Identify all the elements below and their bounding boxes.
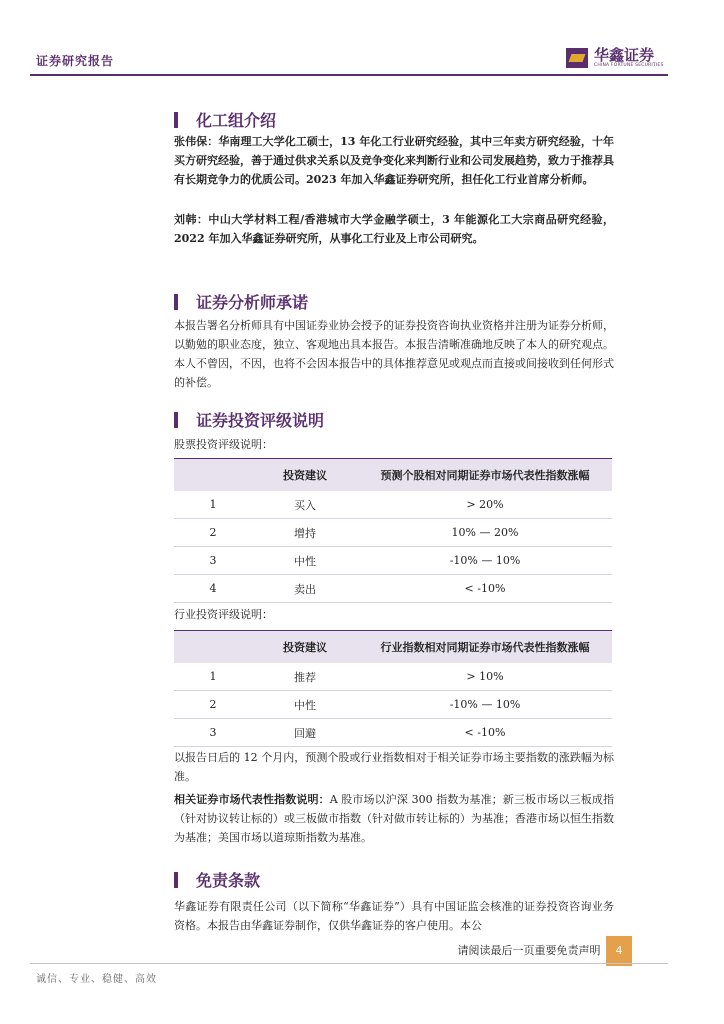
- section-title: 证券分析师承诺: [196, 293, 309, 312]
- table-cell: 买入: [252, 491, 358, 519]
- table-cell: 3: [174, 547, 252, 575]
- industry-rating-table: [174, 630, 612, 747]
- section-bar: [174, 872, 178, 888]
- table-cell: 2: [174, 691, 252, 719]
- company-logo: [566, 47, 664, 68]
- table-cell: 推荐: [252, 663, 358, 691]
- table-header-cell: 投资建议: [252, 459, 358, 492]
- analyst-name: 张伟保：: [174, 135, 219, 148]
- table-header-row: [174, 459, 612, 492]
- table-cell: 中性: [252, 691, 358, 719]
- index-label: 相关证券市场代表性指数说明：: [174, 793, 330, 806]
- section-bar: [174, 112, 178, 128]
- header-divider: [30, 74, 668, 76]
- table-cell: 4: [174, 575, 252, 603]
- table-cell: -10% — 10%: [358, 691, 612, 719]
- rating-note: 以报告日后的 12 个月内，预测个股或行业指数相对于相关证券市场主要指数的涨跌幅为标准。: [174, 751, 614, 783]
- stock-rating-table: [174, 458, 612, 603]
- footer-divider: [30, 963, 668, 964]
- industry-rating-label: 行业投资评级说明：: [174, 608, 273, 621]
- table-cell: < -10%: [358, 719, 612, 747]
- table-row: [174, 663, 612, 691]
- commitment-text: 本报告署名分析师具有中国证券业协会授予的证券投资咨询执业资格并注册为证券分析师，以勤勉的职业态度，独立、客观地出具本报告。本报告清晰准确地反映了本人的研究观点。本人不曾因，不因，也将不会因本报告中的具体推荐意见或观点而直接或间接收到任何形式的补偿。: [174, 319, 614, 389]
- analyst-bio-1: [174, 132, 614, 189]
- table-cell: 10% — 20%: [358, 519, 612, 547]
- analyst-bio-text: 华南理工大学化工硕士，13 年化工行业研究经验，其中三年卖方研究经验，十年买方研究经验，善于通过供求关系以及竞争变化来判断行业和公司发展趋势，致力于推荐具有长期竞争力的优质公司。2023 年加入华鑫证券研究所，担任化工行业首席分析师。: [174, 135, 615, 186]
- table-row: [174, 547, 612, 575]
- page-number: 4: [606, 936, 632, 966]
- table-header-row: [174, 631, 612, 664]
- analyst-name: 刘韩：: [174, 213, 209, 226]
- section-commitment-heading: [174, 290, 308, 313]
- section-disclaimer-heading: [174, 868, 260, 891]
- table-cell: 3: [174, 719, 252, 747]
- table-cell: < -10%: [358, 575, 612, 603]
- disclaimer-text: 华鑫证券有限责任公司（以下简称“华鑫证券”）具有中国证监会核准的证券投资咨询业务资格。本报告由华鑫证券制作，仅供华鑫证券的客户使用。本公: [174, 900, 614, 932]
- logo-cn-text: 华鑫证券: [594, 46, 655, 64]
- section-title: 免责条款: [196, 871, 261, 890]
- logo-icon: [566, 48, 588, 68]
- table-cell: 2: [174, 519, 252, 547]
- table-header-cell: 行业指数相对同期证券市场代表性指数涨幅: [358, 631, 612, 664]
- table-row: [174, 691, 612, 719]
- table-header-cell: 投资建议: [252, 631, 358, 664]
- table-row: [174, 491, 612, 519]
- table-cell: 中性: [252, 547, 358, 575]
- index-description: [174, 790, 614, 847]
- logo-en-text: CHINA FORTUNE SECURITIES: [594, 63, 664, 68]
- table-cell: > 10%: [358, 663, 612, 691]
- table-row: [174, 575, 612, 603]
- table-row: [174, 519, 612, 547]
- table-cell: 卖出: [252, 575, 358, 603]
- section-team-heading: [174, 108, 276, 131]
- analyst-bio-2: [174, 210, 614, 248]
- report-type-label: 证券研究报告: [36, 54, 115, 68]
- company-slogan: 诚信、专业、稳健、高效: [36, 974, 157, 985]
- table-header-cell: [174, 459, 252, 492]
- table-cell: > 20%: [358, 491, 612, 519]
- table-cell: 1: [174, 491, 252, 519]
- footer-disclaimer-note: 请阅读最后一页重要免责声明: [454, 937, 604, 965]
- table-cell: 回避: [252, 719, 358, 747]
- table-cell: 增持: [252, 519, 358, 547]
- stock-rating-label: 股票投资评级说明：: [174, 438, 273, 451]
- analyst-bio-text: 中山大学材料工程/香港城市大学金融学硕士，3 年能源化工大宗商品研究经验，2022 年加入华鑫证券研究所，从事化工行业及上市公司研究。: [174, 213, 615, 245]
- table-cell: -10% — 10%: [358, 547, 612, 575]
- table-header-cell: 预测个股相对同期证券市场代表性指数涨幅: [358, 459, 612, 492]
- section-bar: [174, 412, 178, 428]
- table-row: [174, 719, 612, 747]
- section-rating-heading: [174, 408, 324, 431]
- table-cell: 1: [174, 663, 252, 691]
- section-title: 证券投资评级说明: [196, 411, 325, 430]
- section-bar: [174, 294, 178, 310]
- section-title: 化工组介绍: [196, 111, 277, 130]
- table-header-cell: [174, 631, 252, 664]
- index-text: A 股市场以沪深 300 指数为基准；新三板市场以三板成指（针对协议转让标的）或三板做市指数（针对做市转让标的）为基准；香港市场以恒生指数为基准；美国市场以道琼斯指数为基准。: [174, 793, 614, 844]
